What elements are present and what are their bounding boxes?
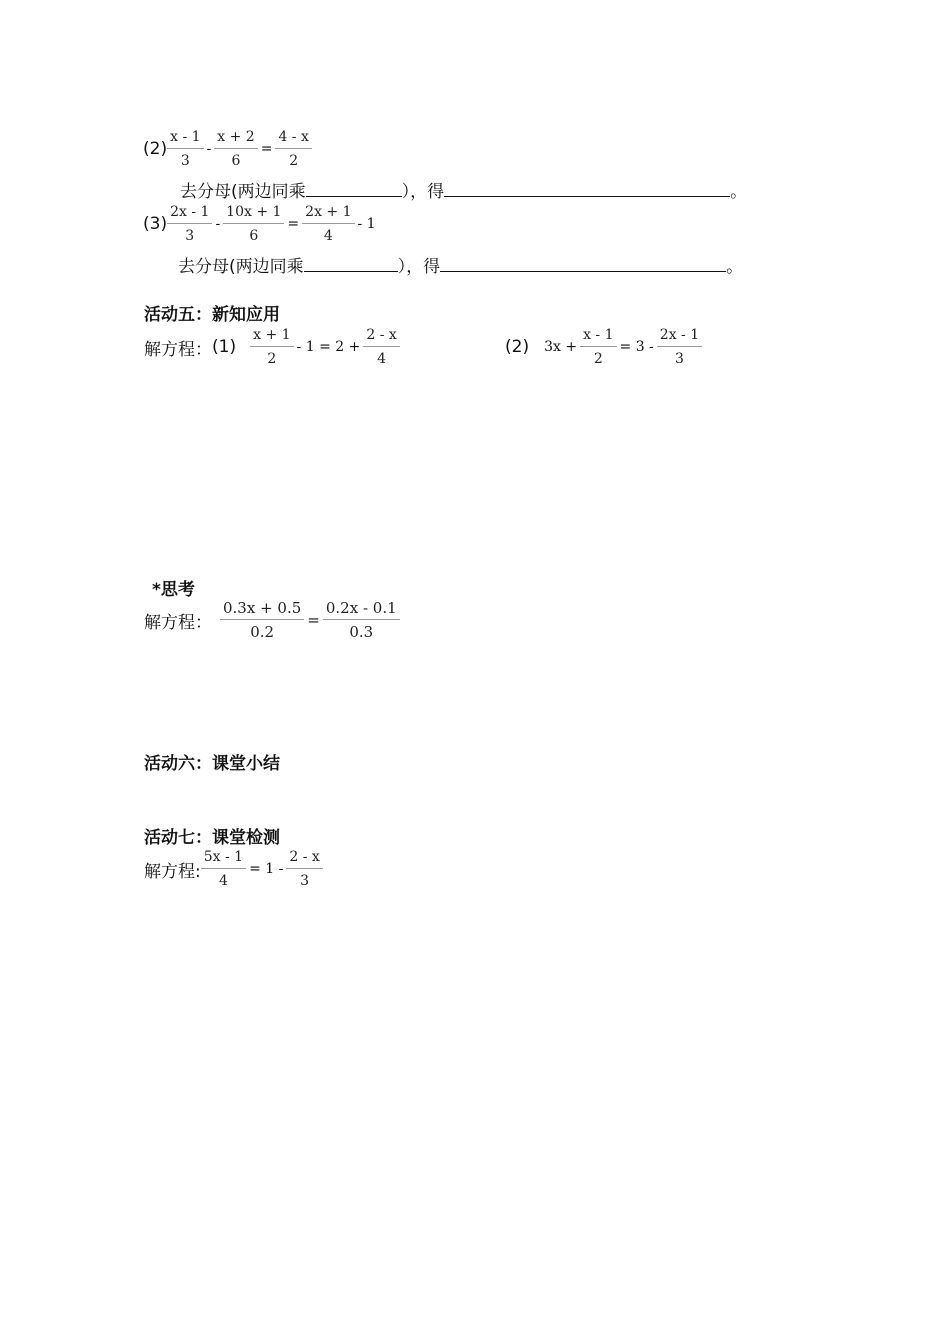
denominator: 4 bbox=[323, 228, 333, 244]
denominator: 6 bbox=[231, 153, 241, 169]
expression-lead: 3x + bbox=[544, 339, 578, 355]
numerator: 2 - x bbox=[286, 848, 322, 869]
denominator: 6 bbox=[249, 228, 259, 244]
denominator: 2 bbox=[289, 153, 299, 169]
instruction-line-2 bbox=[180, 177, 747, 202]
fraction bbox=[286, 848, 322, 890]
instruction-mid: ），得 bbox=[397, 257, 441, 277]
section-heading-activity6: 活动六：课堂小结 bbox=[144, 754, 280, 774]
problem-label: (1) bbox=[212, 337, 237, 357]
fraction bbox=[214, 128, 257, 170]
section-heading-think: *思考 bbox=[152, 580, 195, 600]
fraction bbox=[275, 128, 311, 170]
operator: = bbox=[260, 141, 273, 157]
numerator: 2x - 1 bbox=[167, 203, 212, 224]
instruction-line-3 bbox=[178, 252, 743, 277]
item-label: (2) bbox=[143, 139, 168, 159]
denominator: 0.2 bbox=[250, 623, 275, 641]
fraction bbox=[223, 203, 284, 245]
problem-label: (2) bbox=[505, 337, 530, 357]
fraction bbox=[167, 203, 212, 245]
item-label: (3) bbox=[143, 214, 168, 234]
instruction-prefix: 去分母(两边同乘 bbox=[178, 257, 304, 277]
fraction bbox=[323, 599, 400, 641]
fraction bbox=[302, 203, 354, 245]
numerator: x + 2 bbox=[214, 128, 257, 149]
fraction bbox=[363, 326, 399, 368]
denominator: 4 bbox=[218, 873, 228, 889]
numerator: x + 1 bbox=[250, 326, 293, 347]
fraction bbox=[201, 848, 246, 890]
denominator: 4 bbox=[377, 351, 387, 367]
section-heading-activity5: 活动五：新知应用 bbox=[144, 305, 280, 325]
numerator: 0.3x + 0.5 bbox=[220, 599, 304, 620]
operator: - bbox=[206, 141, 212, 157]
equation-item-2 bbox=[143, 128, 312, 170]
numerator: 2 - x bbox=[363, 326, 399, 347]
denominator: 3 bbox=[300, 873, 310, 889]
activity5-problem-1 bbox=[144, 326, 400, 368]
expression-middle: = 1 - bbox=[249, 861, 284, 877]
numerator: x - 1 bbox=[580, 326, 616, 347]
operator: = bbox=[287, 216, 300, 232]
expression-middle: = 3 - bbox=[619, 339, 654, 355]
denominator: 0.3 bbox=[349, 623, 374, 641]
numerator: 10x + 1 bbox=[223, 203, 284, 224]
numerator: x - 1 bbox=[167, 128, 203, 149]
operator: = bbox=[307, 611, 320, 629]
prompt-label: 解方程： bbox=[144, 612, 212, 633]
answer-blank-result[interactable] bbox=[440, 255, 726, 272]
prompt-label: 解方程： bbox=[144, 339, 212, 360]
instruction-end: 。 bbox=[726, 257, 744, 277]
numerator: 2x - 1 bbox=[657, 326, 702, 347]
answer-blank-multiplier[interactable] bbox=[304, 255, 398, 272]
numerator: 0.2x - 0.1 bbox=[323, 599, 400, 620]
answer-blank-multiplier[interactable] bbox=[306, 180, 402, 197]
fraction bbox=[250, 326, 293, 368]
fraction bbox=[167, 128, 203, 170]
numerator: 4 - x bbox=[275, 128, 311, 149]
answer-blank-result[interactable] bbox=[444, 180, 730, 197]
denominator: 3 bbox=[185, 228, 195, 244]
denominator: 2 bbox=[593, 351, 603, 367]
activity7-equation bbox=[144, 848, 323, 890]
denominator: 2 bbox=[267, 351, 277, 367]
prompt-label: 解方程: bbox=[144, 861, 201, 882]
numerator: 5x - 1 bbox=[201, 848, 246, 869]
section-heading-activity7: 活动七：课堂检测 bbox=[144, 828, 280, 848]
expression-middle: - 1 = 2 + bbox=[296, 339, 361, 355]
equation-item-3 bbox=[143, 203, 379, 245]
instruction-end: 。 bbox=[730, 182, 748, 202]
fraction bbox=[657, 326, 702, 368]
instruction-mid: ），得 bbox=[401, 182, 445, 202]
activity5-problem-2 bbox=[505, 326, 702, 368]
denominator: 3 bbox=[675, 351, 684, 367]
numerator: 2x + 1 bbox=[302, 203, 354, 224]
fraction bbox=[220, 599, 304, 641]
think-equation bbox=[144, 599, 400, 641]
denominator: 3 bbox=[180, 153, 190, 169]
fraction bbox=[580, 326, 616, 368]
instruction-prefix: 去分母(两边同乘 bbox=[180, 182, 306, 202]
operator: - bbox=[215, 216, 221, 232]
trailing-term: - 1 bbox=[357, 216, 376, 232]
